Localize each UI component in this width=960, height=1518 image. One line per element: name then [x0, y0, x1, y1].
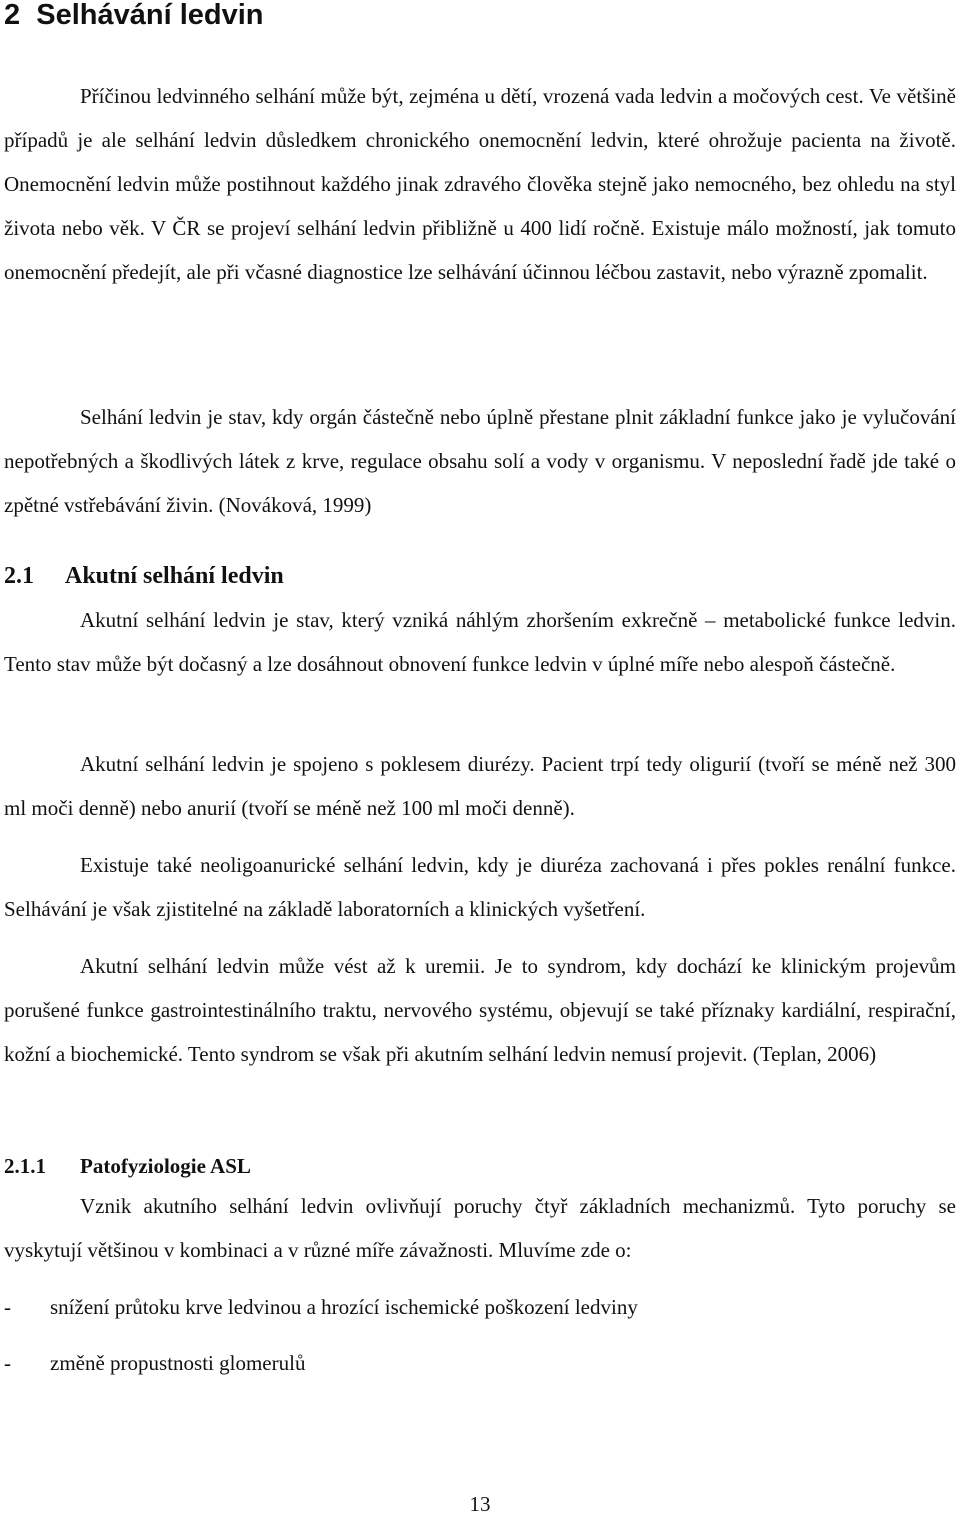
page-number: 13 [469, 1492, 491, 1516]
section-paragraph-3: Existuje také neoligoanurické selhání ledvin, kdy je diuréza zachovaná i přes pokles renální funkce. Selhávání je však zjistitelné na základě laboratorních a klinických vyšetření. [4, 853, 956, 921]
subsection-heading [4, 1148, 251, 1184]
list-item [4, 1345, 305, 1381]
list-item [4, 1289, 638, 1325]
subsection-paragraph: Vznik akutního selhání ledvin ovlivňují poruchy čtyř základních mechanizmů. Tyto poruchy se vyskytují většinou v kombinaci a v různé míře závažnosti. Mluvíme zde o: [4, 1194, 956, 1262]
chapter-number: 2 [4, 0, 21, 31]
section-paragraph-2: Akutní selhání ledvin je spojeno s poklesem diurézy. Pacient trpí tedy oligurií (tvoří se méně než 300 ml moči denně) nebo anurií (tvoří se méně než 100 ml moči denně). [4, 752, 956, 820]
section-title: Akutní selhání ledvin [65, 563, 284, 589]
intro-paragraph-1: Příčinou ledvinného selhání může být, zejména u dětí, vrozená vada ledvin a močových cest. Ve většině případů je ale selhání ledvin důsledkem chronického onemocnění ledvin, které ohrožuje pacienta na životě. Onemocnění ledvin může postihnout každého jinak zdravého člověka stejně jako nemocného, bez ohledu na styl života nebo věk. V ČR se projeví selhání ledvin přibližně u 400 lidí ročně. Existuje málo možností, jak tomuto onemocnění předejít, ale při včasné diagnostice lze selhávání účinnou léčbou zastavit, nebo výrazně zpomalit. [4, 84, 956, 284]
chapter-heading [4, 0, 264, 32]
section-heading [4, 558, 284, 594]
list-bullet: - [4, 1351, 11, 1375]
subsection-number: 2.1.1 [4, 1154, 46, 1178]
list-item-text: snížení průtoku krve ledvinou a hrozící ischemické poškození ledviny [50, 1295, 638, 1319]
chapter-title: Selhávání ledvin [36, 0, 264, 31]
section-paragraph-4: Akutní selhání ledvin může vést až k uremii. Je to syndrom, kdy dochází ke klinickým projevům porušené funkce gastrointestinálního traktu, nervového systému, objevují se také příznaky kardiální, respirační, kožní a biochemické. Tento syndrom se však při akutním selhání ledvin nemusí projevit. (Teplan, 2006) [4, 954, 956, 1066]
section-number: 2.1 [4, 563, 34, 589]
section-paragraph-1: Akutní selhání ledvin je stav, který vzniká náhlým zhoršením exkrečně – metabolické funkce ledvin. Tento stav může být dočasný a lze dosáhnout obnovení funkce ledvin v úplné míře nebo alespoň částečně. [4, 608, 956, 676]
intro-paragraph-2: Selhání ledvin je stav, kdy orgán částečně nebo úplně přestane plnit základní funkce jako je vylučování nepotřebných a škodlivých látek z krve, regulace obsahu solí a vody v organismu. V neposlední řadě jde také o zpětné vstřebávání živin. (Nováková, 1999) [4, 405, 956, 517]
list-item-text: změně propustnosti glomerulů [50, 1351, 306, 1375]
list-bullet: - [4, 1295, 11, 1319]
subsection-title: Patofyziologie ASL [80, 1154, 251, 1178]
